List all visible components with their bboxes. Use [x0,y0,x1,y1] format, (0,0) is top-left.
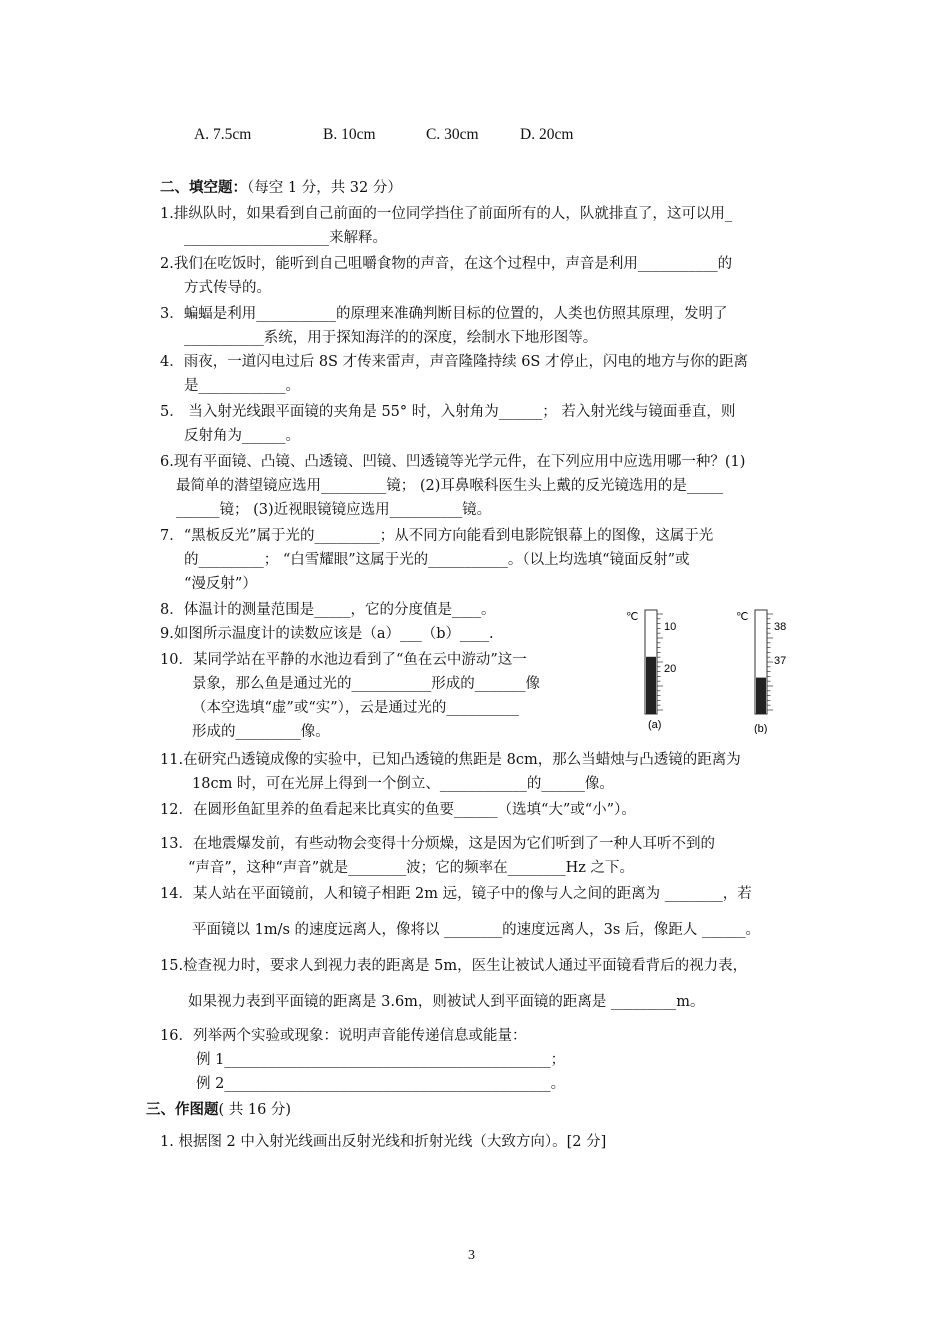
label-a: (a) [648,719,662,731]
question-8: 8．体温计的测量范围是_____，它的分度值是____。 [160,602,496,618]
question-2-line-1: 2.我们在吃饭时，能听到自己咀嚼食物的声音，在这个过程中，声音是利用___________的 [160,256,733,272]
tick-label-b-1: 38 [774,621,787,633]
question-10-line-2: 景象，那么鱼是通过光的___________形成的_______像 [192,676,540,692]
unit-label-b: ℃ [736,611,749,623]
mercury-b [756,678,766,714]
question-6-line-1: 6.现有平面镜、凸镜、凸透镜、凹镜、凹透镜等光学元件，在下列应用中应选用哪一种？(1) [160,454,746,470]
question-1-line-2: ____________________来解释。 [184,230,387,246]
question-1-line-1: 1.排纵队时，如果看到自己前面的一位同学挡住了前面所有的人，队就排直了，这可以用_ [160,206,733,222]
question-15-line-2: 如果视力表到平面镜的距离是 3.6m，则被试人到平面镜的距离是 _________m。 [188,994,705,1010]
question-9: 9.如图所示温度计的读数应该是（a）___（b）____. [160,626,494,642]
question-3-line-1: 3．蝙蝠是利用___________的原理来准确判断目标的位置的，人类也仿照其原理，发明了 [160,306,728,322]
question-3-line-2: ___________系统，用于探知海洋的的深度，绘制水下地形图等。 [184,330,598,346]
option-d: D. 20cm [520,126,574,143]
tick-label-a-1: 10 [664,621,677,633]
section-3-title: 三、作图题 [146,1101,219,1118]
question-7-line-1: 7．“黑板反光”属于光的_________；从不同方向能看到电影院银幕上的图像，这属于光 [160,528,714,544]
section-3-note: ( 共 16 分) [218,1102,292,1118]
thermometer-a [626,610,676,731]
question-13-line-2: “声音”，这种“声音”就是________波；它的频率在________Hz 之下。 [188,860,635,876]
section-heading-fill-blank [160,178,402,198]
question-5-line-2: 反射角为______。 [184,428,300,444]
option-c: C. 30cm [426,126,479,143]
section-title: 二、填空题： [160,179,247,196]
question-2-line-2: 方式传导的。 [184,280,271,296]
question-15-line-1: 15.检查视力时，要求人到视力表的距离是 5m，医生让被试人通过平面镜看背后的视力表， [160,958,748,974]
option-a: A. 7.5cm [194,126,252,143]
tick-label-b-2: 37 [774,655,787,667]
question-4-line-2: 是____________。 [184,378,300,394]
drawing-question-1: 1. 根据图 2 中入射光线画出反射光线和折射光线（大致方向）。[2 分] [160,1134,607,1150]
question-16-example-2: 例 2_____________________________________________。 [196,1076,566,1092]
question-10-line-3: （本空选填“虚”或“实”），云是通过光的__________ [192,700,519,716]
question-7-line-3: “漫反射”） [184,576,257,592]
question-6-line-2: 最简单的潜望镜应选用_________镜； (2)耳鼻喉科医生头上戴的反光镜选用的是_____ [176,478,724,494]
option-b: B. 10cm [323,126,376,143]
page-number: 3 [468,1248,475,1263]
question-14-line-1: 14．某人站在平面镜前，人和镜子相距 2m 远，镜子中的像与人之间的距离为 ________，若 [160,886,752,902]
tick-label-a-2: 20 [664,663,677,675]
question-10-line-1: 10．某同学站在平静的水池边看到了“鱼在云中游动”这一 [160,652,527,668]
question-14-line-2: 平面镜以 1m/s 的速度远离人，像将以 ________的速度远离人，3s 后，像距人 ______。 [192,922,761,938]
label-b: (b) [754,723,768,734]
question-7-line-2: 的_________； “白雪耀眼”这属于光的___________。（以上均选填“镜面反射”或 [184,552,690,568]
mercury-a [646,657,656,714]
question-11-line-2: 18cm 时，可在光屏上得到一个倒立、____________的______像。 [192,776,614,792]
question-6-line-3: ______镜； (3)近视眼镜镜应选用__________镜。 [176,502,492,518]
question-13-line-1: 13．在地震爆发前，有些动物会变得十分烦燥，这是因为它们听到了一种人耳听不到的 [160,836,715,852]
thermometer-b [736,610,786,734]
question-16-line-1: 16．列举两个实验或现象：说明声音能传递信息或能量： [160,1028,527,1044]
thermometer-figure [612,604,812,734]
section-note: （每空 1 分，共 32 分） [247,180,402,196]
question-10-line-4: 形成的_________像。 [192,724,330,740]
question-5-line-1: 5． 当入射光线跟平面镜的夹角是 55° 时，入射角为______； 若入射光线与镜面垂直，则 [160,404,736,420]
question-4-line-1: 4．雨夜，一道闪电过后 8S 才传来雷声，声音隆隆持续 6S 才停止，闪电的地方与你的距离 [160,354,748,370]
question-11-line-1: 11.在研究凸透镜成像的实验中，已知凸透镜的焦距是 8cm，那么当蜡烛与凸透镜的距离为 [160,752,741,768]
question-12: 12．在圆形鱼缸里养的鱼看起来比真实的鱼要______（选填“大”或“小”）。 [160,802,636,818]
section-heading-drawing [146,1100,291,1120]
question-16-example-1: 例 1_____________________________________________； [196,1052,566,1068]
unit-label-a: ℃ [626,611,639,623]
